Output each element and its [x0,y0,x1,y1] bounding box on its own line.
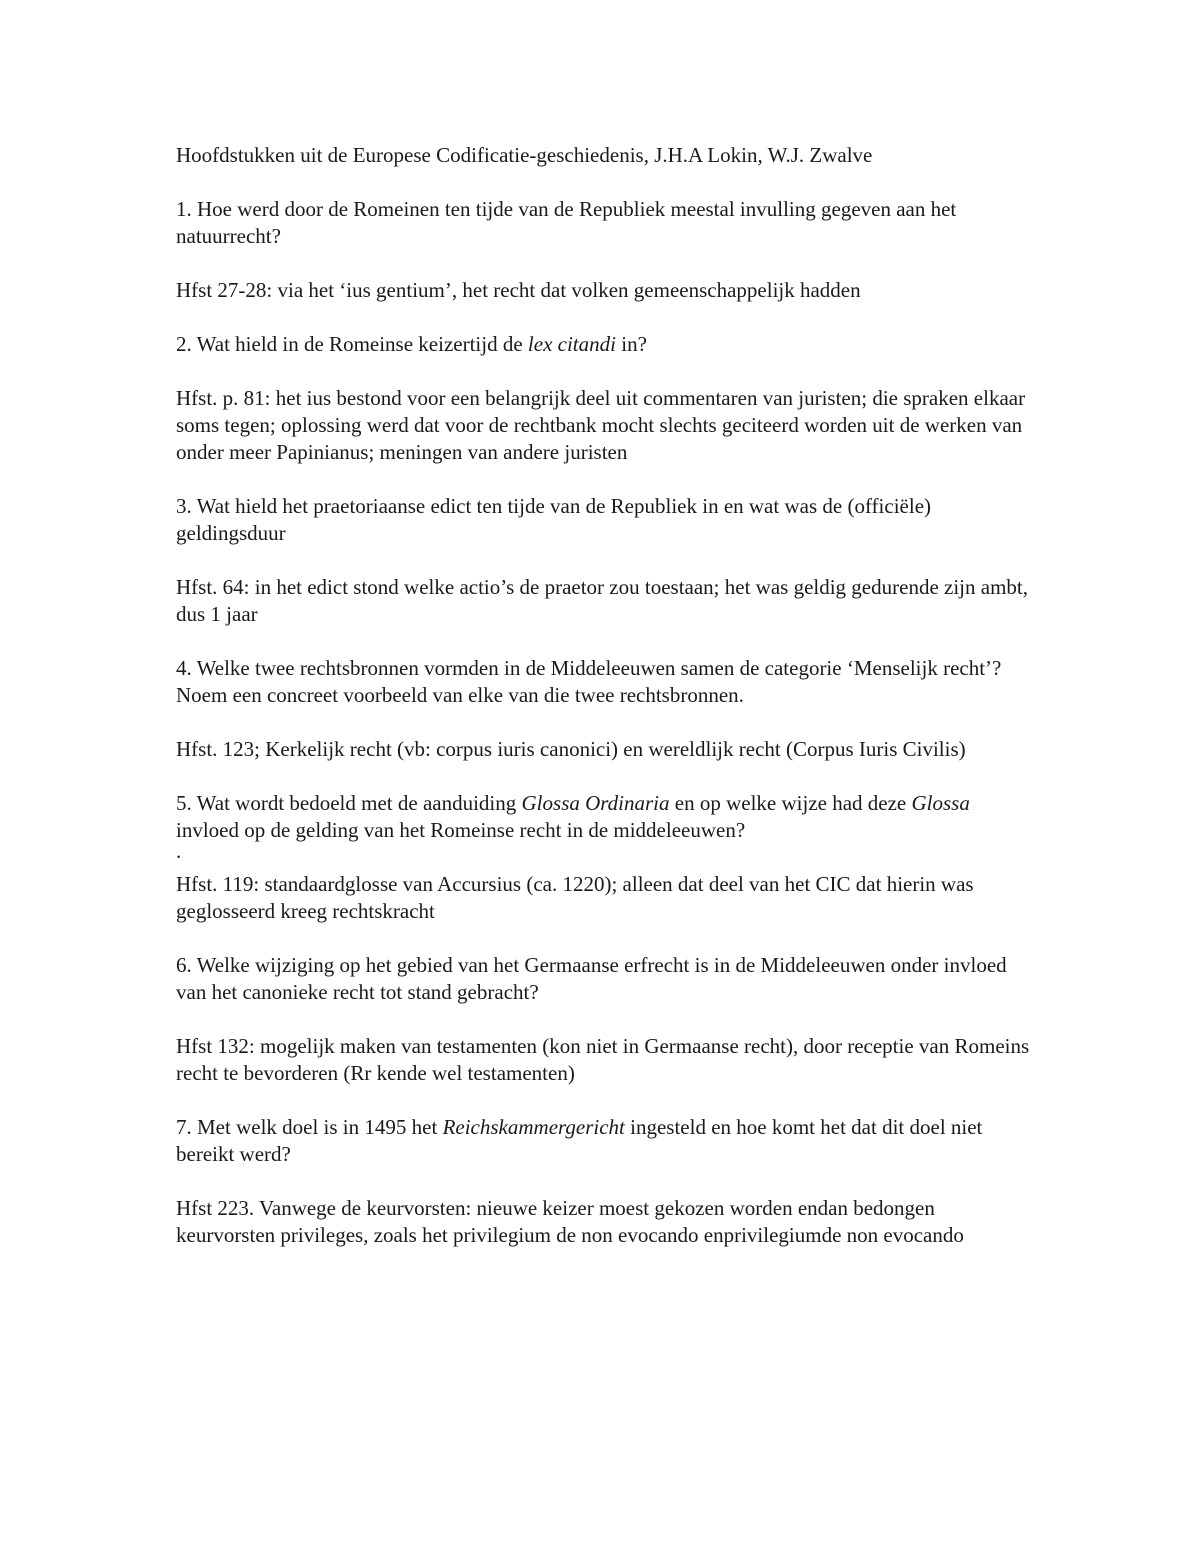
question-7-text-start: 7. Met welk doel is in 1495 het [176,1115,443,1139]
answer-4: Hfst. 123; Kerkelijk recht (vb: corpus iuris canonici) en wereldlijk recht (Corpus Iuris Civilis) [176,737,966,761]
question-5-text-start: 5. Wat wordt bedoeld met de aanduiding [176,791,522,815]
answer-7: Hfst 223. Vanwege de keurvorsten: nieuwe keizer moest gekozen worden endan bedongen keurvorsten privileges, zoals het privilegium de non evocando enprivilegiumde non evocando [176,1196,964,1247]
answer-5: Hfst. 119: standaardglosse van Accursius (ca. 1220); alleen dat deel van het CIC dat hierin was geglosseerd kreeg rechtskracht [176,872,974,923]
question-7-text-end: ingesteld en hoe komt het dat dit doel niet bereikt werd? [176,1115,983,1166]
document-title: Hoofdstukken uit de Europese Codificatie-geschiedenis, J.H.A Lokin, W.J. Zwalve [176,143,873,167]
question-6: 6. Welke wijziging op het gebied van het Germaanse erfrecht is in de Middeleeuwen onder invloed van het canonieke recht tot stand gebracht? [176,953,1007,1004]
question-5-italic-term-2: Glossa [911,791,970,815]
question-2 [176,331,1036,358]
question-2-text-start: 2. Wat hield in de Romeinse keizertijd de [176,332,528,356]
question-5-italic-term-1: Glossa Ordinaria [521,791,670,815]
question-2-italic-term: lex citandi [527,332,616,356]
stray-dot: . [176,839,182,863]
question-4: 4. Welke twee rechtsbronnen vormden in de Middeleeuwen samen de categorie ‘Menselijk recht’? Noem een concreet voorbeeld van elke van die twee rechtsbronnen. [176,656,1002,707]
question-7 [176,1114,1036,1168]
document-page [176,142,1036,1276]
answer-6: Hfst 132: mogelijk maken van testamenten (kon niet in Germaanse recht), door receptie van Romeins recht te bevorderen (Rr kende wel testamenten) [176,1034,1030,1085]
question-7-italic-term: Reichskammergericht [442,1115,625,1139]
question-1: 1. Hoe werd door de Romeinen ten tijde van de Republiek meestal invulling gegeven aan het natuurrecht? [176,197,957,248]
question-5-text-middle: en op welke wijze had deze [669,791,912,815]
answer-3: Hfst. 64: in het edict stond welke actio’s de praetor zou toestaan; het was geldig gedurende zijn ambt, dus 1 jaar [176,575,1028,626]
question-2-text-end: in? [615,332,647,356]
question-5 [176,790,1036,844]
question-5-text-end: invloed op de gelding van het Romeinse recht in de middeleeuwen? [176,818,746,842]
answer-2: Hfst. p. 81: het ius bestond voor een belangrijk deel uit commentaren van juristen; die spraken elkaar soms tegen; oplossing werd dat voor de rechtbank mocht slechts geciteerd worden uit de werken van onder meer Papinianus; meningen van andere juristen [176,386,1026,464]
answer-1: Hfst 27-28: via het ‘ius gentium’, het recht dat volken gemeenschappelijk hadden [176,278,861,302]
question-3: 3. Wat hield het praetoriaanse edict ten tijde van de Republiek in en wat was de (officiële) geldingsduur [176,494,932,545]
